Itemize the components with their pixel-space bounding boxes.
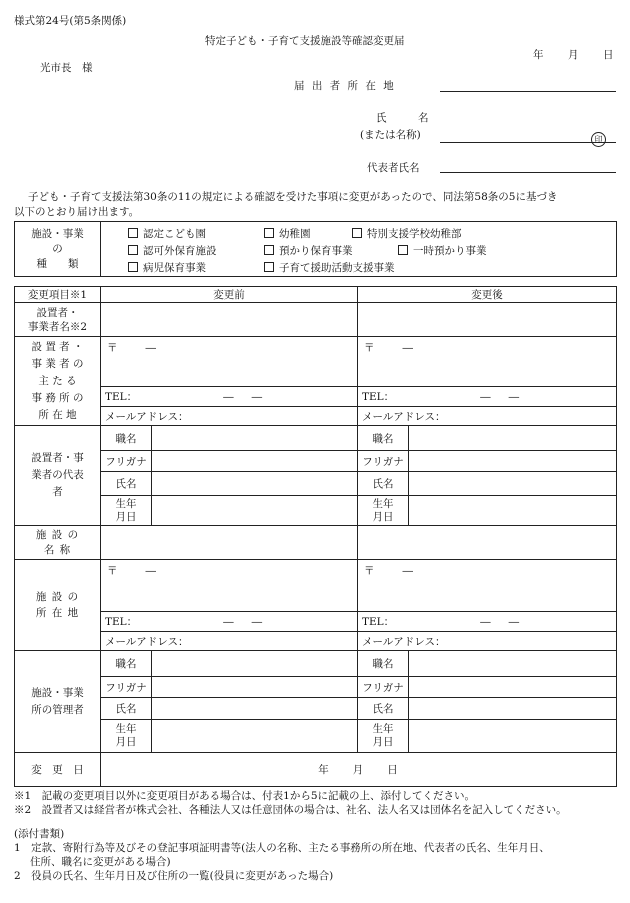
checkbox-icon[interactable] <box>352 228 362 238</box>
facility-postal-after[interactable]: 〒 ― <box>358 560 617 612</box>
row-office-label: 設 置 者 ・ 事 業 者 の 主 た る 事 務 所 の 所 在 地 <box>15 337 101 426</box>
checkbox-icon[interactable] <box>128 262 138 272</box>
office-email-before[interactable] <box>101 407 358 426</box>
option-azukari-hoiku[interactable]: 預かり保育事業 <box>264 243 353 260</box>
rep-birth-after[interactable] <box>409 496 617 526</box>
rep-furigana-before[interactable] <box>152 451 358 472</box>
rep-furigana-label-after: フリガナ <box>358 451 409 472</box>
note-2: ※2 設置者又は経営者が株式会社、各種法人又は任意団体の場合は、社名、法人名又は団体名を記入してください。 <box>14 804 567 816</box>
mgr-birth-label-before: 生年 月日 <box>101 720 152 753</box>
row-change-date-label: 変 更 日 <box>15 753 101 787</box>
notifier-name-label: 氏 名 <box>376 112 429 124</box>
rep-birth-before[interactable] <box>152 496 358 526</box>
office-tel-before[interactable]: TEL： ― ― <box>101 387 358 407</box>
col-before-header: 変更前 <box>101 287 358 303</box>
rep-name-label-after: 氏名 <box>358 472 409 496</box>
office-tel-after[interactable]: TEL： ― ― <box>358 387 617 407</box>
facility-type-label-cell <box>15 222 101 277</box>
mgr-title-before[interactable] <box>152 651 358 677</box>
facility-type-label-3: 種 類 <box>36 257 79 270</box>
facility-type-label-2: の <box>52 242 63 255</box>
rep-name-before[interactable] <box>152 472 358 496</box>
mgr-furigana-after[interactable] <box>409 677 617 698</box>
founder-name-after[interactable] <box>358 303 617 337</box>
note-1: ※1 記載の変更項目以外に変更項目がある場合は、付表1から5に記載の上、添付してください。 <box>14 790 476 802</box>
postal-mark: 〒 <box>107 565 118 577</box>
col-after-header: 変更後 <box>358 287 617 303</box>
rep-furigana-label-before: フリガナ <box>101 451 152 472</box>
option-byoji-hoiku[interactable]: 病児保育事業 <box>128 260 206 277</box>
postal-mark: 〒 <box>364 565 375 577</box>
facility-tel-after[interactable]: TEL： ― ― <box>358 612 617 632</box>
form-number: 様式第24号(第5条関係) <box>14 15 127 27</box>
mgr-furigana-before[interactable] <box>152 677 358 698</box>
change-date-value[interactable]: 年 月 日 <box>101 753 617 787</box>
attachments-heading: (添付書類) <box>14 828 65 840</box>
checkbox-icon[interactable] <box>264 262 274 272</box>
office-postal-after[interactable] <box>358 337 617 387</box>
facility-tel-before[interactable]: TEL： ― ― <box>101 612 358 632</box>
row-rep-label: 設置者・事 業者の代表 者 <box>15 426 101 526</box>
option-yochien[interactable]: 幼稚園 <box>264 226 311 243</box>
email-label: メールアドレス： <box>362 635 446 648</box>
tel-label: TEL： <box>362 616 395 628</box>
option-tokubetsu-shien[interactable]: 特別支援学校幼稚部 <box>352 226 462 243</box>
facility-email-after[interactable] <box>358 632 617 651</box>
row-facility-address-label: 施 設 の 所 在 地 <box>15 560 101 651</box>
change-table <box>14 286 617 787</box>
option-ichiji-azukari[interactable]: 一時預かり事業 <box>398 243 487 260</box>
mgr-name-after[interactable] <box>409 698 617 720</box>
intro-line-2: 以下のとおり届け出ます。 <box>14 206 140 218</box>
rep-title-before[interactable] <box>152 426 358 451</box>
mgr-birth-label-after: 生年 月日 <box>358 720 409 753</box>
intro-line-1: 子ども・子育て支援法第30条の11の規定による確認を受けた事項に変更があったので、同法第58条の5に基づき <box>28 191 558 203</box>
facility-name-after[interactable] <box>358 526 617 560</box>
email-label: メールアドレス： <box>105 410 189 423</box>
rep-name-label-before: 氏名 <box>101 472 152 496</box>
form-title: 特定子ども・子育て支援施設等確認変更届 <box>205 35 405 47</box>
email-label: メールアドレス： <box>105 635 189 648</box>
rep-name-after[interactable] <box>409 472 617 496</box>
option-ninkagai-hoiku[interactable]: 認可外保育施設 <box>128 243 217 260</box>
facility-postal-before[interactable]: 〒 ― <box>101 560 358 612</box>
mgr-birth-after[interactable] <box>409 720 617 753</box>
office-postal-before[interactable] <box>101 337 358 387</box>
notifier-address-label: 届 出 者 所 在 地 <box>294 80 396 92</box>
rep-title-after[interactable] <box>409 426 617 451</box>
tel-label: TEL： <box>105 616 138 628</box>
rep-birth-label-after: 生年 月日 <box>358 496 409 526</box>
mgr-furigana-label-after: フリガナ <box>358 677 409 698</box>
rep-title-label-before: 職名 <box>101 426 152 451</box>
mgr-furigana-label-before: フリガナ <box>101 677 152 698</box>
rep-birth-label-before: 生年 月日 <box>101 496 152 526</box>
tel-label: TEL： <box>105 391 138 403</box>
mgr-title-after[interactable] <box>409 651 617 677</box>
row-manager-label: 施設・事業 所の管理者 <box>15 651 101 753</box>
facility-type-label-1: 施設・事業 <box>31 227 84 240</box>
postal-mark: 〒 <box>364 342 375 354</box>
mgr-name-before[interactable] <box>152 698 358 720</box>
mgr-title-label-after: 職名 <box>358 651 409 677</box>
col-item-header: 変更項目※1 <box>15 287 101 303</box>
email-label: メールアドレス： <box>362 410 446 423</box>
row-founder-name-label: 設置者・ 事業者名※2 <box>15 303 101 337</box>
row-facility-name-label: 施 設 の 名 称 <box>15 526 101 560</box>
rep-title-label-after: 職名 <box>358 426 409 451</box>
date-year-label: 年 <box>533 49 544 61</box>
date-month-label: 月 <box>568 49 579 61</box>
notifier-rep-field[interactable] <box>440 172 616 173</box>
attachment-2: 2 役員の氏名、生年月日及び住所の一覧(役員に変更があった場合) <box>14 870 334 882</box>
tel-label: TEL： <box>362 391 395 403</box>
checkbox-icon[interactable] <box>128 245 138 255</box>
facility-name-before[interactable] <box>101 526 358 560</box>
mgr-birth-before[interactable] <box>152 720 358 753</box>
checkbox-icon[interactable] <box>264 245 274 255</box>
mgr-name-label-after: 氏名 <box>358 698 409 720</box>
postal-dash: ― <box>145 342 156 354</box>
checkbox-icon[interactable] <box>128 228 138 238</box>
checkbox-icon[interactable] <box>264 228 274 238</box>
date-day-label: 日 <box>603 49 614 61</box>
mgr-title-label-before: 職名 <box>101 651 152 677</box>
option-kosodate-enjo[interactable]: 子育て援助活動支援事業 <box>264 260 395 277</box>
attachment-1-line-1: 1 定款、寄附行為等及びその登記事項証明書等(法人の名称、主たる事務所の所在地、代表者の氏名、生年月日、 <box>14 842 550 854</box>
postal-mark: 〒 <box>107 342 118 354</box>
checkbox-icon[interactable] <box>398 245 408 255</box>
postal-dash: ― <box>402 342 413 354</box>
notifier-name-field[interactable] <box>440 142 616 143</box>
rep-furigana-after[interactable] <box>409 451 617 472</box>
notifier-address-field[interactable] <box>440 91 616 92</box>
office-email-after[interactable] <box>358 407 617 426</box>
notifier-name-alt-label: (または名称) <box>360 129 421 141</box>
option-nintei-kodomoen[interactable]: 認定こども園 <box>128 226 206 243</box>
mgr-name-label-before: 氏名 <box>101 698 152 720</box>
seal-icon: 印 <box>591 132 606 147</box>
founder-name-before[interactable] <box>101 303 358 337</box>
facility-email-before[interactable] <box>101 632 358 651</box>
attachment-1-line-2: 住所、職名に変更がある場合) <box>30 856 171 868</box>
addressee: 光市長 様 <box>40 62 93 74</box>
notifier-rep-label: 代表者氏名 <box>367 162 420 174</box>
